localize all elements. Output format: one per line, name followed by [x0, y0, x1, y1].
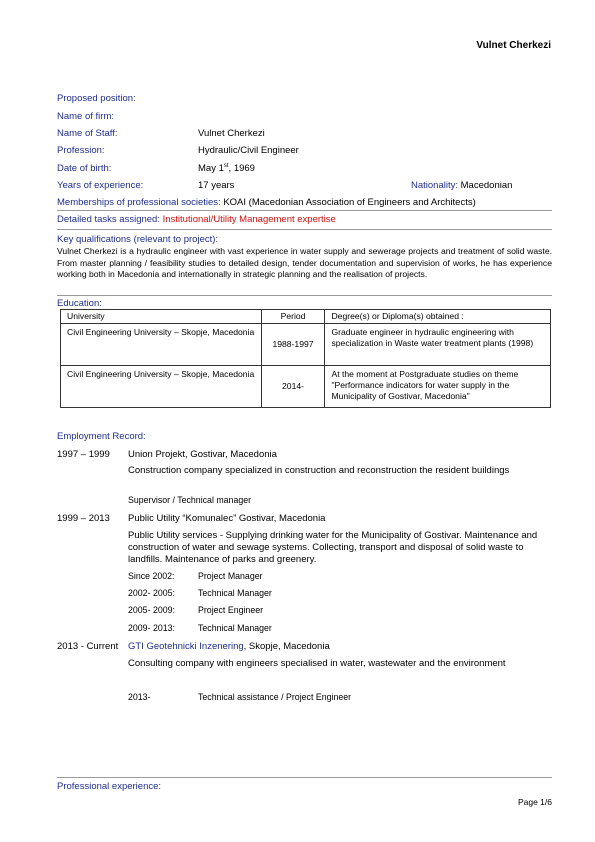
tasks-label: Detailed tasks assigned: — [57, 214, 160, 225]
position-title: Project Manager — [198, 571, 263, 581]
key-qualifications-heading: Key qualifications (relevant to project): — [57, 234, 219, 245]
position-period: Since 2002: — [128, 571, 175, 581]
page-number: Page 1/6 — [517, 797, 552, 807]
position-period: 2005- 2009: — [128, 605, 175, 615]
table-row — [61, 324, 551, 366]
divider — [57, 777, 552, 778]
dob-year: , 1969 — [228, 163, 255, 175]
employer-name — [128, 641, 548, 653]
nationality — [411, 180, 512, 191]
staff-name-header: Vulnet Cherkezi — [476, 40, 551, 51]
employment-role: Supervisor / Technical manager — [128, 495, 252, 505]
period-cell: 2014- — [261, 366, 325, 408]
years-of-experience-value: 17 years — [198, 180, 235, 191]
employer-location: , Skopje, Macedonia — [243, 641, 330, 652]
professional-experience-label: Professional experience: — [57, 781, 162, 792]
degree-cell: At the moment at Postgraduate studies on theme "Performance indicators for water supply in the Municipality of Gostivar, Macedonia" — [325, 366, 551, 408]
university-cell: Civil Engineering University – Skopje, Macedonia — [61, 324, 262, 366]
employer-name: Union Projekt, Gostivar, Macedonia — [128, 449, 277, 460]
memberships-value: KOAI (Macedonian Association of Engineers and Architects) — [223, 197, 476, 208]
university-cell: Civil Engineering University – Skopje, Macedonia — [61, 366, 262, 408]
name-of-staff-value: Vulnet Cherkezi — [198, 128, 265, 139]
position-period: 2009- 2013: — [128, 623, 175, 633]
position-period: 2013- — [128, 692, 151, 702]
position-title: Technical assistance / Project Engineer — [198, 692, 352, 702]
employer-description: Consulting company with engineers specialised in water, wastewater and the environment — [128, 658, 506, 669]
memberships-label: Memberships of professional societies: — [57, 197, 221, 208]
date-of-birth-value — [198, 163, 255, 174]
divider — [57, 295, 552, 296]
employer-name-link: GTI Geotehnicki Inzenering — [128, 641, 244, 652]
degree-cell: Graduate engineer in hydraulic engineering with specialization in Waste water treatment plants (1998) — [325, 324, 551, 366]
name-of-staff-label: Name of Staff: — [57, 128, 118, 139]
date-of-birth-label: Date of birth: — [57, 163, 112, 174]
tasks-row — [57, 214, 336, 225]
position-title: Project Engineer — [198, 605, 264, 615]
nationality-label: Nationality: — [411, 180, 458, 191]
employer-description: Construction company specialized in construction and reconstruction the resident buildings — [128, 465, 510, 476]
employment-dates: 2013 - Current — [57, 641, 119, 652]
position-title: Technical Manager — [198, 588, 272, 598]
employment-dates: 1997 – 1999 — [57, 449, 110, 460]
dob-day: May 1 — [198, 163, 224, 175]
years-of-experience-label: Years of experience: — [57, 180, 144, 191]
dob-ordinal: st — [223, 163, 229, 169]
employer-description: Public Utility services - Supplying drinking water for the Municipality of Gostivar. Maintenance and construction of water and sewage systems. Collecting, transport and disposal of solid waste to landfills. Maintenance of parks and greenery. — [128, 530, 538, 565]
column-header: Degree(s) or Diploma(s) obtained : — [325, 310, 551, 324]
period-cell: 1988-1997 — [261, 324, 325, 366]
employer-name: Public Utility “Komunalec” Gostivar, Macedonia — [128, 513, 326, 524]
divider — [57, 229, 552, 230]
nationality-value: Macedonian — [460, 180, 513, 191]
key-qualifications-text: Vulnet Cherkezi is a hydraulic engineer with vast experience in water supply and sewerage projects and treatment of solid waste. From master planning / feasibility studies to detailed design, tender documentation and supervision of works, he has experience working both in Macedonia and internationally in strategic planning and the realisation of projects. — [57, 246, 552, 279]
divider — [57, 210, 552, 211]
position-title: Technical Manager — [198, 623, 272, 633]
profession-value: Hydraulic/Civil Engineer — [198, 145, 299, 156]
column-header: University — [61, 310, 262, 324]
memberships-row — [57, 197, 476, 208]
column-header: Period — [261, 310, 325, 324]
education-heading: Education: — [57, 298, 102, 309]
table-row — [61, 366, 551, 408]
tasks-value: Institutional/Utility Management expertise — [162, 214, 336, 225]
name-of-firm-label: Name of firm: — [57, 111, 115, 122]
proposed-position-label: Proposed position: — [57, 93, 136, 104]
profession-label: Profession: — [57, 145, 105, 156]
employment-record-heading: Employment Record: — [57, 431, 146, 442]
education-header-row — [61, 310, 551, 324]
education-table — [60, 309, 551, 408]
employment-dates: 1999 – 2013 — [57, 513, 110, 524]
position-period: 2002- 2005: — [128, 588, 175, 598]
